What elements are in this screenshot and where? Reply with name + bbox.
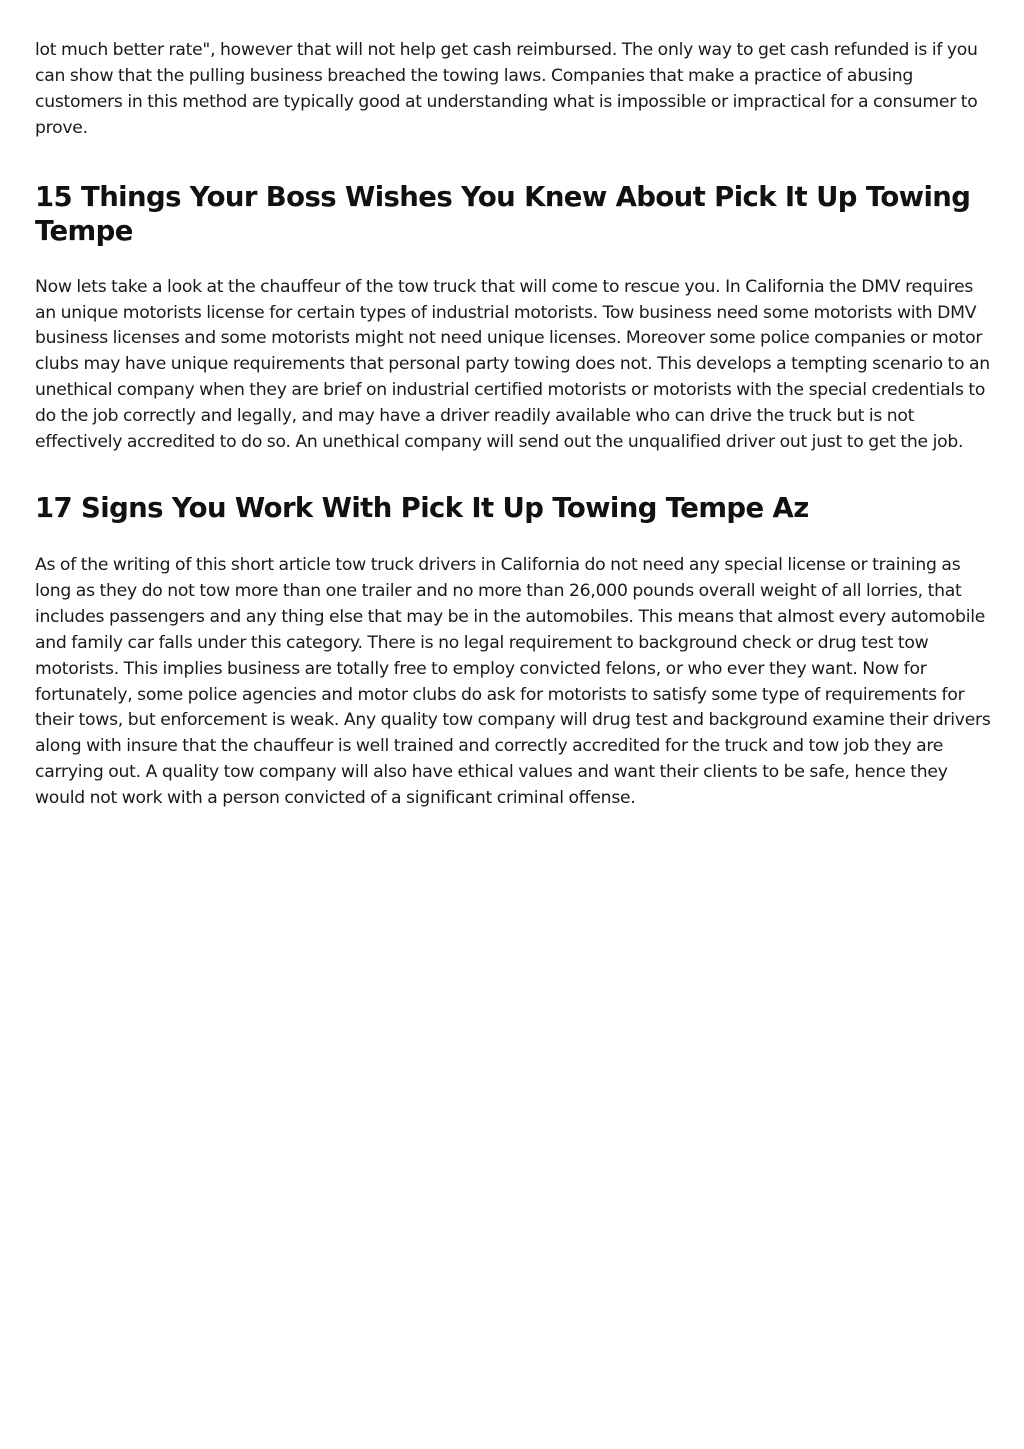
- section-heading-1: 15 Things Your Boss Wishes You Knew About Pick It Up Towing Tempe: [35, 180, 971, 247]
- document-page: [35, 38, 991, 812]
- intro-paragraph: lot much better rate", however that will not help get cash reimbursed. The only way to get cash refunded is if you can show that the pulling business breached the towing laws. Companies that make a practice of abusing customers in this method are typically good at understanding what is impossible or impractical for a consumer to prove.: [35, 40, 978, 138]
- section-paragraph-1: Now lets take a look at the chauffeur of the tow truck that will come to rescue you. In California the DMV requires an unique motorists license for certain types of industrial motorists. Tow business need some motorists with DMV business licenses and some motorists might not need unique licenses. Moreover some police companies or motor clubs may have unique requirements that personal party towing does not. This develops a tempting scenario to an unethical company when they are brief on industrial certified motorists or motorists with the special credentials to do the job correctly and legally, and may have a driver readily available who can drive the truck but is not effectively accredited to do so. An unethical company will send out the unqualified driver out just to get the job.: [35, 276, 990, 453]
- section-paragraph-2: As of the writing of this short article tow truck drivers in California do not need any special license or training as long as they do not tow more than one trailer and no more than 26,000 pounds overall weight of all lorries, that includes passengers and any thing else that may be in the automobiles. This means that almost every automobile and family car falls under this category. There is no legal requirement to background check or drug test tow motorists. This implies business are totally free to employ convicted felons, or who ever they want. Now for fortunately, some police agencies and motor clubs do ask for motorists to satisfy some type of requirements for their tows, but enforcement is weak. Any quality tow company will drug test and background examine their drivers along with insure that the chauffeur is well trained and correctly accredited for the truck and tow job they are carrying out. A quality tow company will also have ethical values and want their clients to be safe, hence they would not work with a person convicted of a significant criminal offense.: [35, 554, 991, 809]
- section-heading-2: 17 Signs You Work With Pick It Up Towing Tempe Az: [35, 491, 809, 524]
